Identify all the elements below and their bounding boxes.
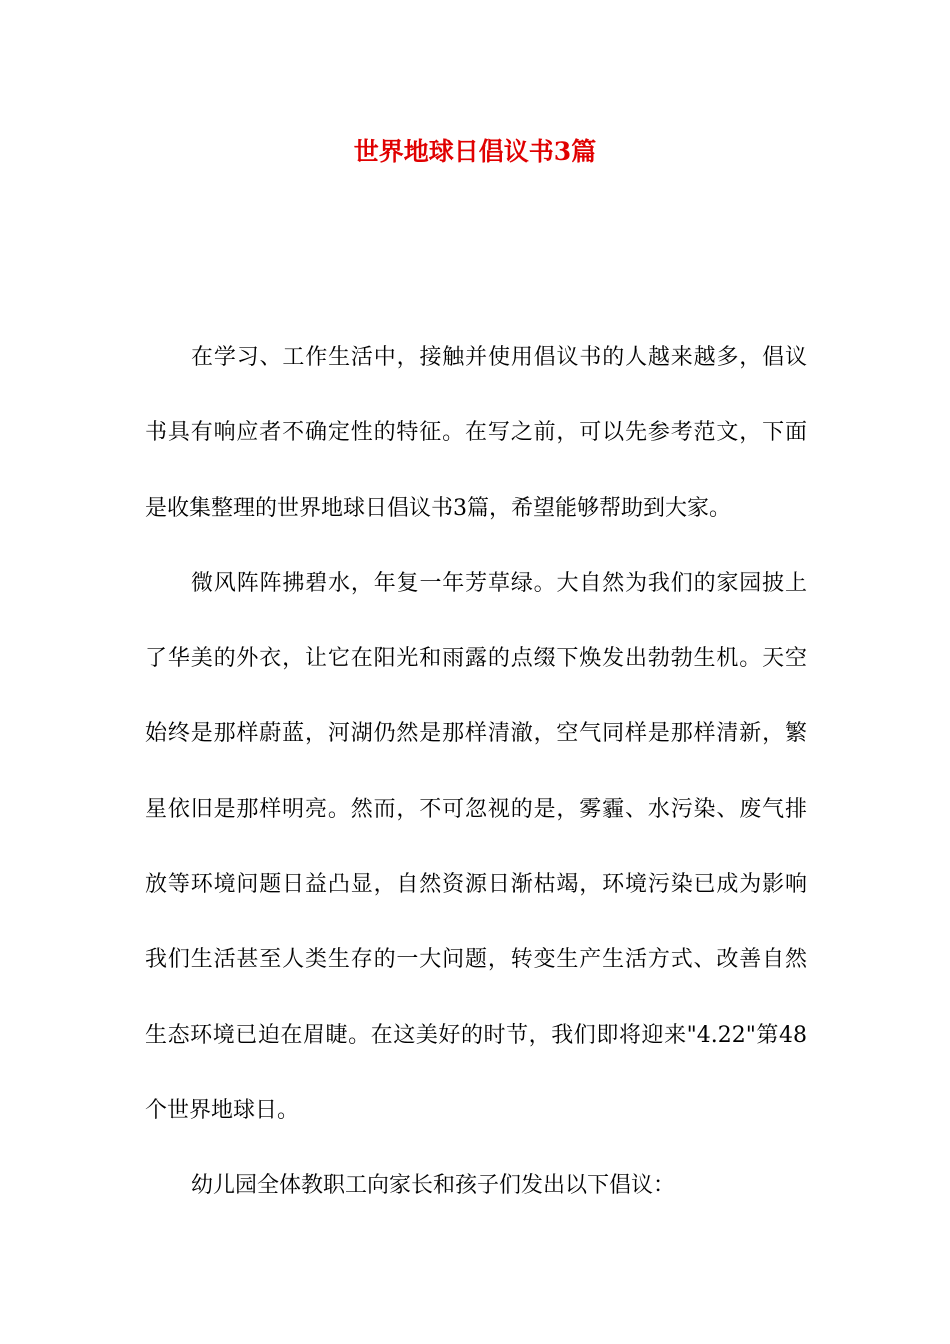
paragraph-line: 是收集整理的世界地球日倡议书3篇，希望能够帮助到大家。	[145, 495, 731, 521]
paragraph-line: 微风阵阵拂碧水，年复一年芳草绿。大自然为我们的家园披上	[191, 570, 807, 596]
paragraph-line: 个世界地球日。	[145, 1097, 300, 1123]
paragraph-line: 在学习、工作生活中，接触并使用倡议书的人越来越多，倡议	[191, 345, 807, 370]
paragraph-line: 始终是那样蔚蓝，河湖仍然是那样清澈，空气同样是那样清新，繁	[145, 721, 807, 747]
paragraph-line: 幼儿园全体教职工向家长和孩子们发出以下倡议：	[191, 1173, 676, 1199]
paragraph-line: 我们生活甚至人类生存的一大问题，转变生产生活方式、改善自然	[145, 947, 807, 973]
paragraph-line: 生态环境已迫在眉睫。在这美好的时节，我们即将迎来"4.22"第48	[145, 1022, 807, 1048]
document-body	[145, 320, 807, 1224]
paragraph-line: 了华美的外衣，让它在阳光和雨露的点缀下焕发出勃勃生机。天空	[145, 646, 807, 672]
paragraph-line: 放等环境问题日益凸显，自然资源日渐枯竭，环境污染已成为影响	[145, 872, 807, 898]
paragraph-intro	[145, 320, 807, 546]
document-title: 世界地球日倡议书3篇	[353, 137, 597, 166]
paragraph-line: 星依旧是那样明亮。然而，不可忽视的是，雾霾、水污染、废气排	[145, 796, 807, 822]
paragraph-nature	[145, 546, 807, 1148]
paragraph-proposal	[145, 1148, 807, 1223]
paragraph-line: 书具有响应者不确定性的特征。在写之前，可以先参考范文，下面	[145, 420, 807, 446]
